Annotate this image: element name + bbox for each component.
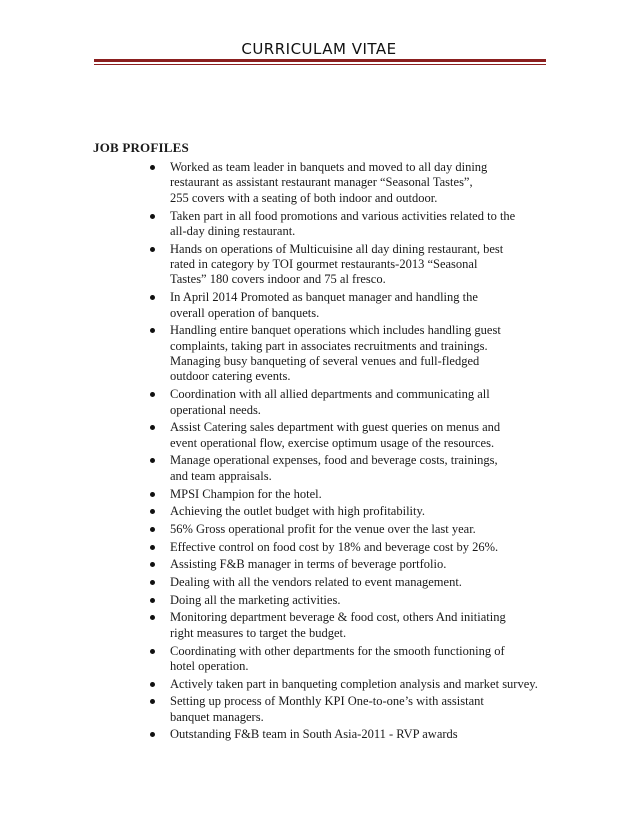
list-item-line: event operational flow, exercise optimum usage of the resources. [170, 435, 495, 450]
list-item-line: Hands on operations of Multicuisine all day dining restaurant, best [170, 241, 504, 256]
list-item-line: overall operation of banquets. [170, 305, 320, 320]
list-item-line: In April 2014 Promoted as banquet manager and handling the [170, 290, 478, 305]
bullet-icon [150, 247, 155, 252]
list-item [170, 575, 573, 590]
list-item [170, 677, 573, 692]
bullet-icon [150, 458, 155, 463]
list-item-line: 56% Gross operational profit for the venue over the last year. [170, 521, 476, 536]
list-item [170, 610, 573, 641]
list-item [170, 420, 573, 451]
header-rule-thin [94, 64, 546, 65]
job-profiles-list [93, 160, 573, 743]
list-item-line: right measures to target the budget. [170, 625, 347, 640]
list-item-line: Manage operational expenses, food and beverage costs, trainings, [170, 453, 498, 468]
list-item-line: restaurant as assistant restaurant manager “Seasonal Tastes”, [170, 175, 473, 190]
list-item-line: Handling entire banquet operations which includes handling guest [170, 323, 501, 338]
list-item-line: Doing all the marketing activities. [170, 592, 341, 607]
header-rule-thick [94, 59, 546, 62]
list-item [170, 387, 573, 418]
list-item [170, 727, 573, 742]
list-item [170, 593, 573, 608]
list-item-line: Setting up process of Monthly KPI One-to-one’s with assistant [170, 694, 484, 709]
list-item-line: banquet managers. [170, 709, 264, 724]
list-item [170, 453, 573, 484]
list-item-line: Coordination with all allied departments and communicating all [170, 387, 490, 402]
list-item-line: outdoor catering events. [170, 369, 291, 384]
section-heading: JOB PROFILES [93, 140, 189, 155]
bullet-icon [150, 492, 155, 497]
list-item-line: and team appraisals. [170, 468, 272, 483]
list-item [170, 487, 573, 502]
list-item-line: Monitoring department beverage & food cost, others And initiating [170, 610, 506, 625]
bullet-icon [150, 562, 155, 567]
list-item [170, 694, 573, 725]
bullet-icon [150, 425, 155, 430]
list-item-line: 255 covers with a seating of both indoor and outdoor. [170, 190, 438, 205]
bullet-icon [150, 598, 155, 603]
list-item-line: Assist Catering sales department with guest queries on menus and [170, 420, 501, 435]
list-item-line: Actively taken part in banqueting completion analysis and market survey. [170, 676, 538, 691]
bullet-icon [150, 214, 155, 219]
list-item-line: rated in category by TOI gourmet restaurants-2013 “Seasonal [170, 257, 478, 272]
list-item [170, 504, 573, 519]
bullet-icon [150, 509, 155, 514]
list-item [170, 540, 573, 555]
list-item-line: Dealing with all the vendors related to event management. [170, 575, 462, 590]
list-item-line: Managing busy banqueting of several venues and full-fledged [170, 354, 480, 369]
bullet-icon [150, 615, 155, 620]
list-item-line: complaints, taking part in associates recruitments and trainings. [170, 338, 488, 353]
list-item [170, 644, 573, 675]
list-item-line: Outstanding F&B team in South Asia-2011 - RVP awards [170, 727, 458, 742]
list-item-line: operational needs. [170, 402, 261, 417]
list-item [170, 290, 573, 321]
bullet-icon [150, 545, 155, 550]
page-header-title: CURRICULAM VITAE [241, 40, 397, 58]
list-item-line: Achieving the outlet budget with high profitability. [170, 504, 426, 519]
list-item [170, 522, 573, 537]
list-item-line: all-day dining restaurant. [170, 223, 296, 238]
bullet-icon [150, 328, 155, 333]
list-item-line: Taken part in all food promotions and various activities related to the [170, 208, 516, 223]
list-item-line: Coordinating with other departments for the smooth functioning of [170, 643, 505, 658]
list-item-line: Effective control on food cost by 18% and beverage cost by 26%. [170, 539, 499, 554]
bullet-icon [150, 392, 155, 397]
bullet-icon [150, 699, 155, 704]
bullet-icon [150, 580, 155, 585]
bullet-icon [150, 165, 155, 170]
list-item [170, 242, 573, 288]
job-profiles-section [93, 140, 573, 745]
bullet-icon [150, 295, 155, 300]
bullet-icon [150, 649, 155, 654]
list-item-line: hotel operation. [170, 658, 249, 673]
bullet-icon [150, 682, 155, 687]
list-item [170, 557, 573, 572]
list-item [170, 323, 573, 385]
list-item [170, 209, 573, 240]
list-item-line: Worked as team leader in banquets and moved to all day dining [170, 160, 488, 174]
bullet-icon [150, 732, 155, 737]
list-item-line: Tastes” 180 covers indoor and 75 al fresco. [170, 272, 386, 287]
list-item-line: MPSI Champion for the hotel. [170, 486, 322, 501]
list-item-line: Assisting F&B manager in terms of beverage portfolio. [170, 557, 447, 572]
list-item [170, 160, 573, 206]
bullet-icon [150, 527, 155, 532]
